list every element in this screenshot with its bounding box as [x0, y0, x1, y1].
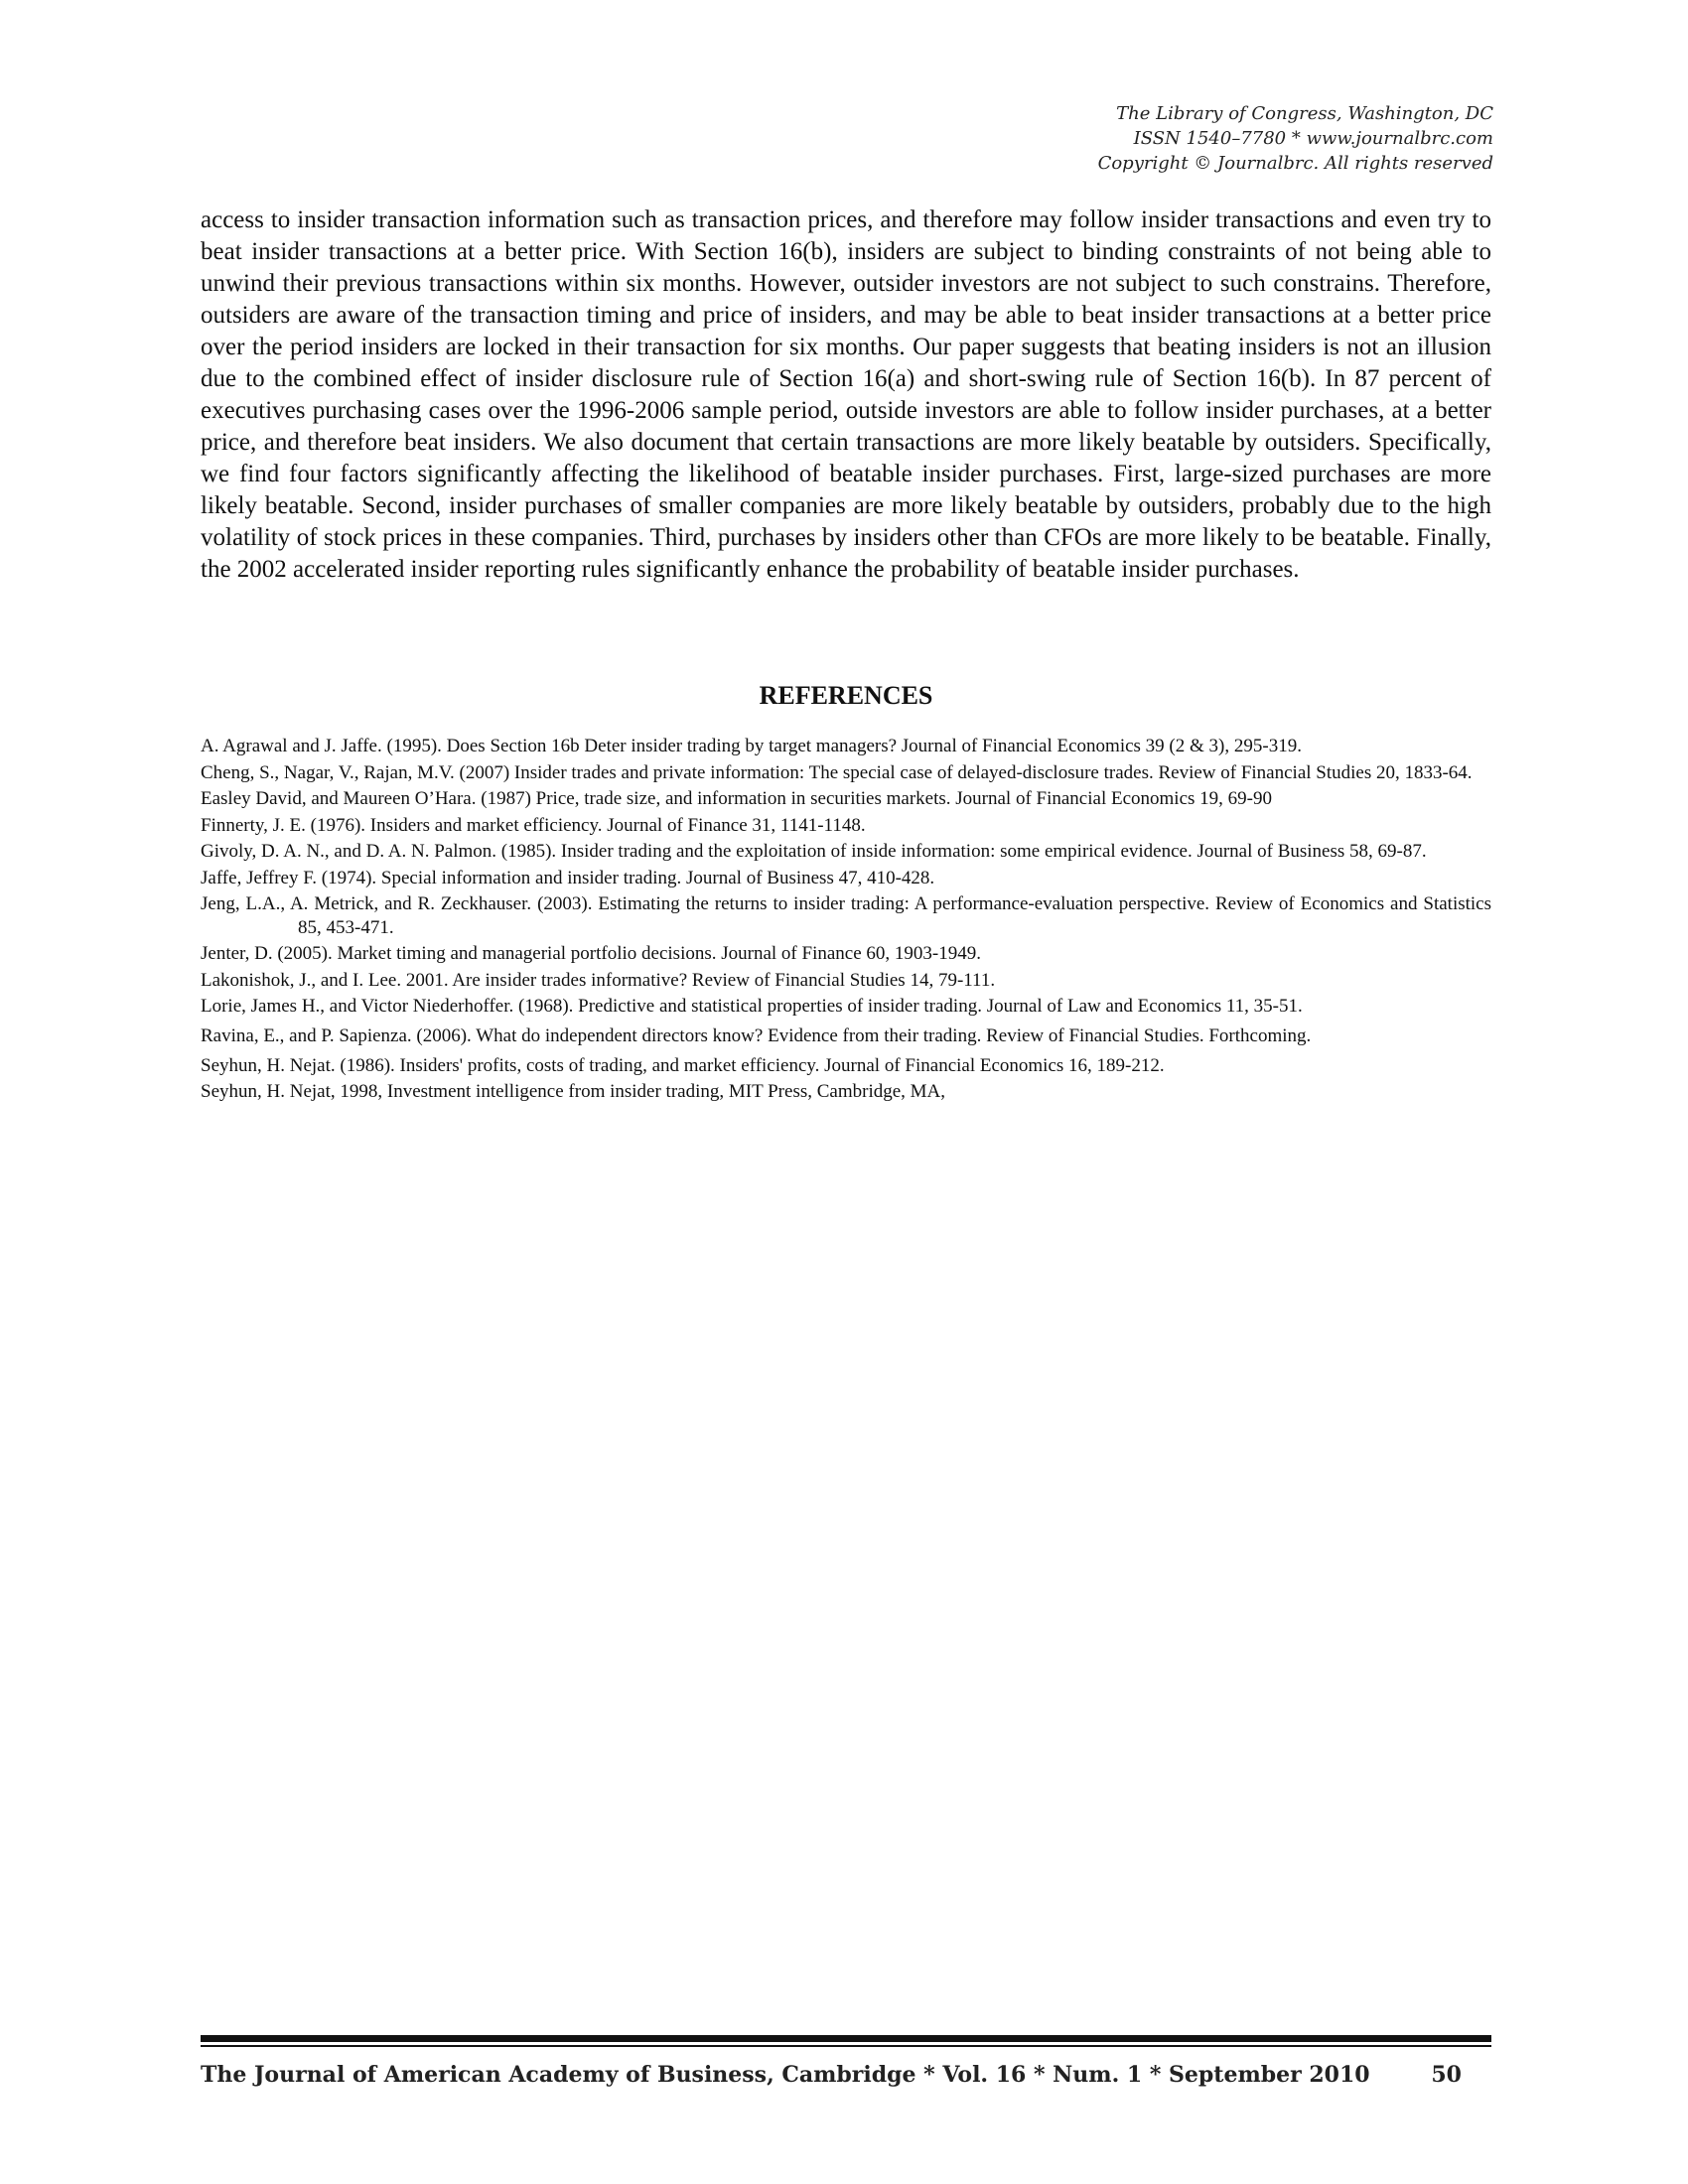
reference-item: Lakonishok, J., and I. Lee. 2001. Are insider trades informative? Review of Financial Studies 14, 79-111.	[201, 969, 996, 991]
references-heading: REFERENCES	[759, 681, 933, 710]
running-header	[739, 101, 1493, 176]
reference-item: Seyhun, H. Nejat, 1998, Investment intelligence from insider trading, MIT Press, Cambridge, MA,	[201, 1081, 946, 1102]
reference-item: Lorie, James H., and Victor Niederhoffer. (1968). Predictive and statistical properties of insider trading. Journal of Law and Economics 11, 35-51.	[201, 996, 1303, 1017]
reference-item: Ravina, E., and P. Sapienza. (2006). What do independent directors know? Evidence from their trading. Review of Financial Studies. Forthcoming.	[201, 1024, 1312, 1046]
footer-divider	[201, 2035, 1491, 2047]
reference-item: Seyhun, H. Nejat. (1986). Insiders' profits, costs of trading, and market efficiency. Journal of Financial Economics 16, 189-212.	[201, 1054, 1165, 1076]
reference-item: Finnerty, J. E. (1976). Insiders and market efficiency. Journal of Finance 31, 1141-1148.	[201, 814, 866, 836]
reference-item: Jeng, L.A., A. Metrick, and R. Zeckhauser. (2003). Estimating the returns to insider trading: A performance-evaluation perspective. Review of Economics and Statistics 85, 453-471.	[201, 893, 1491, 938]
reference-item: Easley David, and Maureen O’Hara. (1987) Price, trade size, and information in securities markets. Journal of Financial Economics 19, 69-90	[201, 788, 1272, 809]
reference-item: Jenter, D. (2005). Market timing and managerial portfolio decisions. Journal of Finance 60, 1903-1949.	[201, 943, 981, 964]
header-line-library: The Library of Congress, Washington, DC	[1116, 103, 1493, 124]
reference-item: Cheng, S., Nagar, V., Rajan, M.V. (2007) Insider trades and private information: The special case of delayed-disclosure trades. Review of Financial Studies 20, 1833-64.	[201, 761, 1473, 783]
body-paragraph: access to insider transaction information such as transaction prices, and therefore may follow insider transactions and even try to beat insider transactions at a better price. With Section 16(b), insiders are subject to binding constraints of not being able to unwind their previous transactions within six months. However, outsider investors are not subject to such constrains. Therefore, outsiders are aware of the transaction timing and price of insiders, and may be able to beat insider transactions at a better price over the period insiders are locked in their transaction for six months. Our paper suggests that beating insiders is not an illusion due to the combined effect of insider disclosure rule of Section 16(a) and short-swing rule of Section 16(b). In 87 percent of executives purchasing cases over the 1996-2006 sample period, outside investors are able to follow insider purchases, at a better price, and therefore beat insiders. We also document that certain transactions are more likely beatable by outsiders. Specifically, we find four factors significantly affecting the likelihood of beatable insider purchases. First, large-sized purchases are more likely beatable. Second, insider purchases of smaller companies are more likely beatable by outsiders, probably due to the high volatility of stock prices in these companies. Third, purchases by insiders other than CFOs are more likely to be beatable. Finally, the 2002 accelerated insider reporting rules significantly enhance the probability of beatable insider purchases.	[201, 206, 1491, 583]
reference-item: A. Agrawal and J. Jaffe. (1995). Does Section 16b Deter insider trading by target managers? Journal of Financial Economics 39 (2 & 3), 295-319.	[201, 736, 1302, 756]
footer-journal-citation: The Journal of American Academy of Business, Cambridge * Vol. 16 * Num. 1 * September 2010	[201, 2062, 1370, 2088]
header-line-issn: ISSN 1540–7780 * www.journalbrc.com	[1133, 128, 1493, 149]
reference-item: Givoly, D. A. N., and D. A. N. Palmon. (1985). Insider trading and the exploitation of inside information: some empirical evidence. Journal of Business 58, 69-87.	[201, 841, 1427, 862]
reference-item: Jaffe, Jeffrey F. (1974). Special information and insider trading. Journal of Business 47, 410-428.	[201, 867, 935, 888]
references-list	[201, 735, 1491, 1107]
page-number: 50	[1431, 2062, 1462, 2088]
header-line-copyright: Copyright © Journalbrc. All rights reserved	[1097, 153, 1493, 174]
